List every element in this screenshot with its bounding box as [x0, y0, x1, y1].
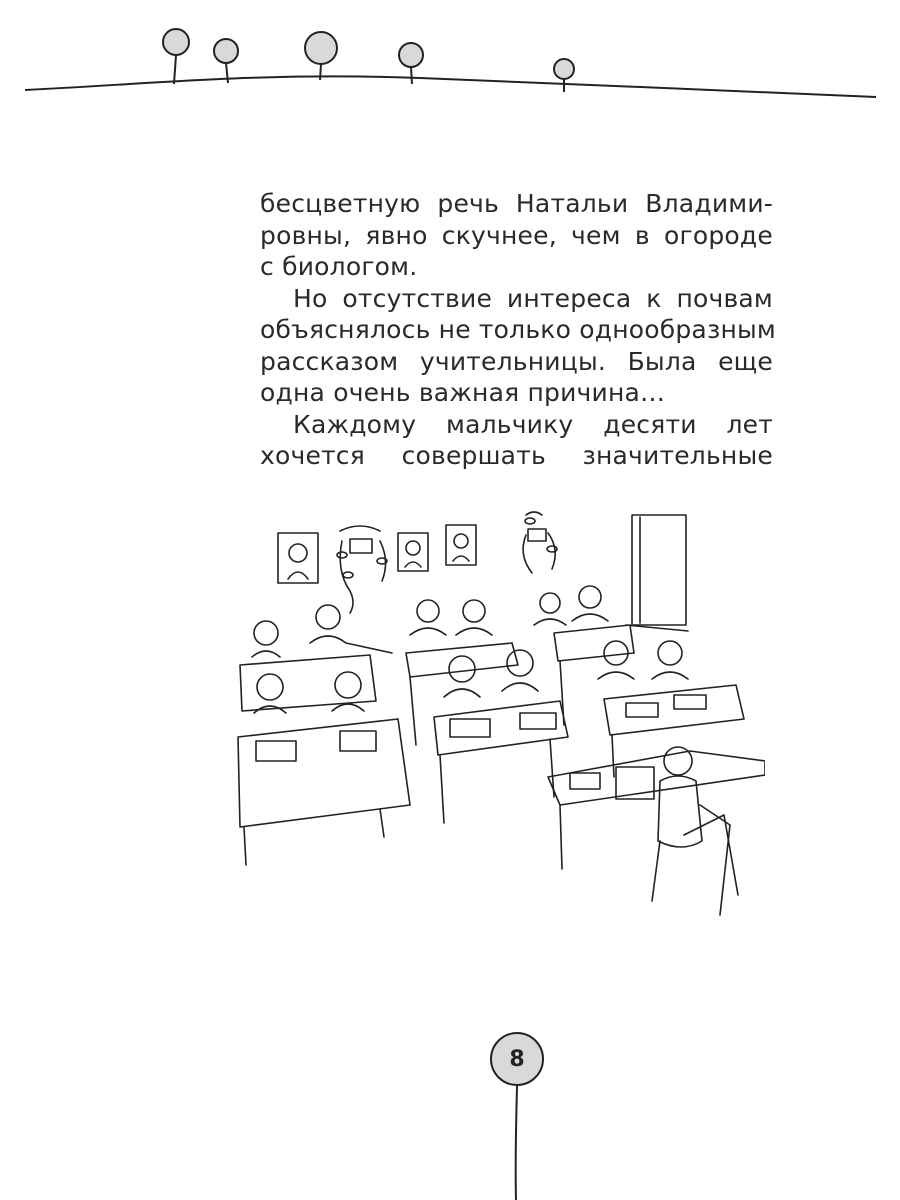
page-number-stem	[0, 1020, 900, 1200]
students	[252, 586, 688, 713]
books	[256, 695, 706, 789]
text-line: одна очень важная причина…	[260, 378, 666, 407]
desks	[238, 625, 765, 869]
text-line: объяснялось не только однообразным	[260, 315, 776, 344]
page-number: 8	[490, 1032, 544, 1086]
classroom-illustration	[230, 505, 765, 945]
text-line: Но отсутствие интереса к почвам	[293, 283, 773, 313]
text-line: рассказом учительницы. Была еще	[260, 346, 773, 376]
body-text	[260, 188, 776, 472]
teacher	[616, 747, 738, 915]
window	[626, 515, 688, 631]
text-line: бесцветную речь Натальи Владими-	[260, 189, 773, 218]
text-line: хочется совершать значительные	[260, 441, 773, 470]
page-number-decoration	[0, 1020, 900, 1200]
text-line: Каждому мальчику десяти лет	[293, 409, 773, 439]
text-line: с биологом.	[260, 252, 418, 281]
text-line: ровны, явно скучнее, чем в огороде	[260, 220, 773, 250]
header-trees-decoration	[0, 0, 900, 110]
hanging-plants	[337, 512, 557, 613]
wall-portraits	[278, 525, 476, 583]
